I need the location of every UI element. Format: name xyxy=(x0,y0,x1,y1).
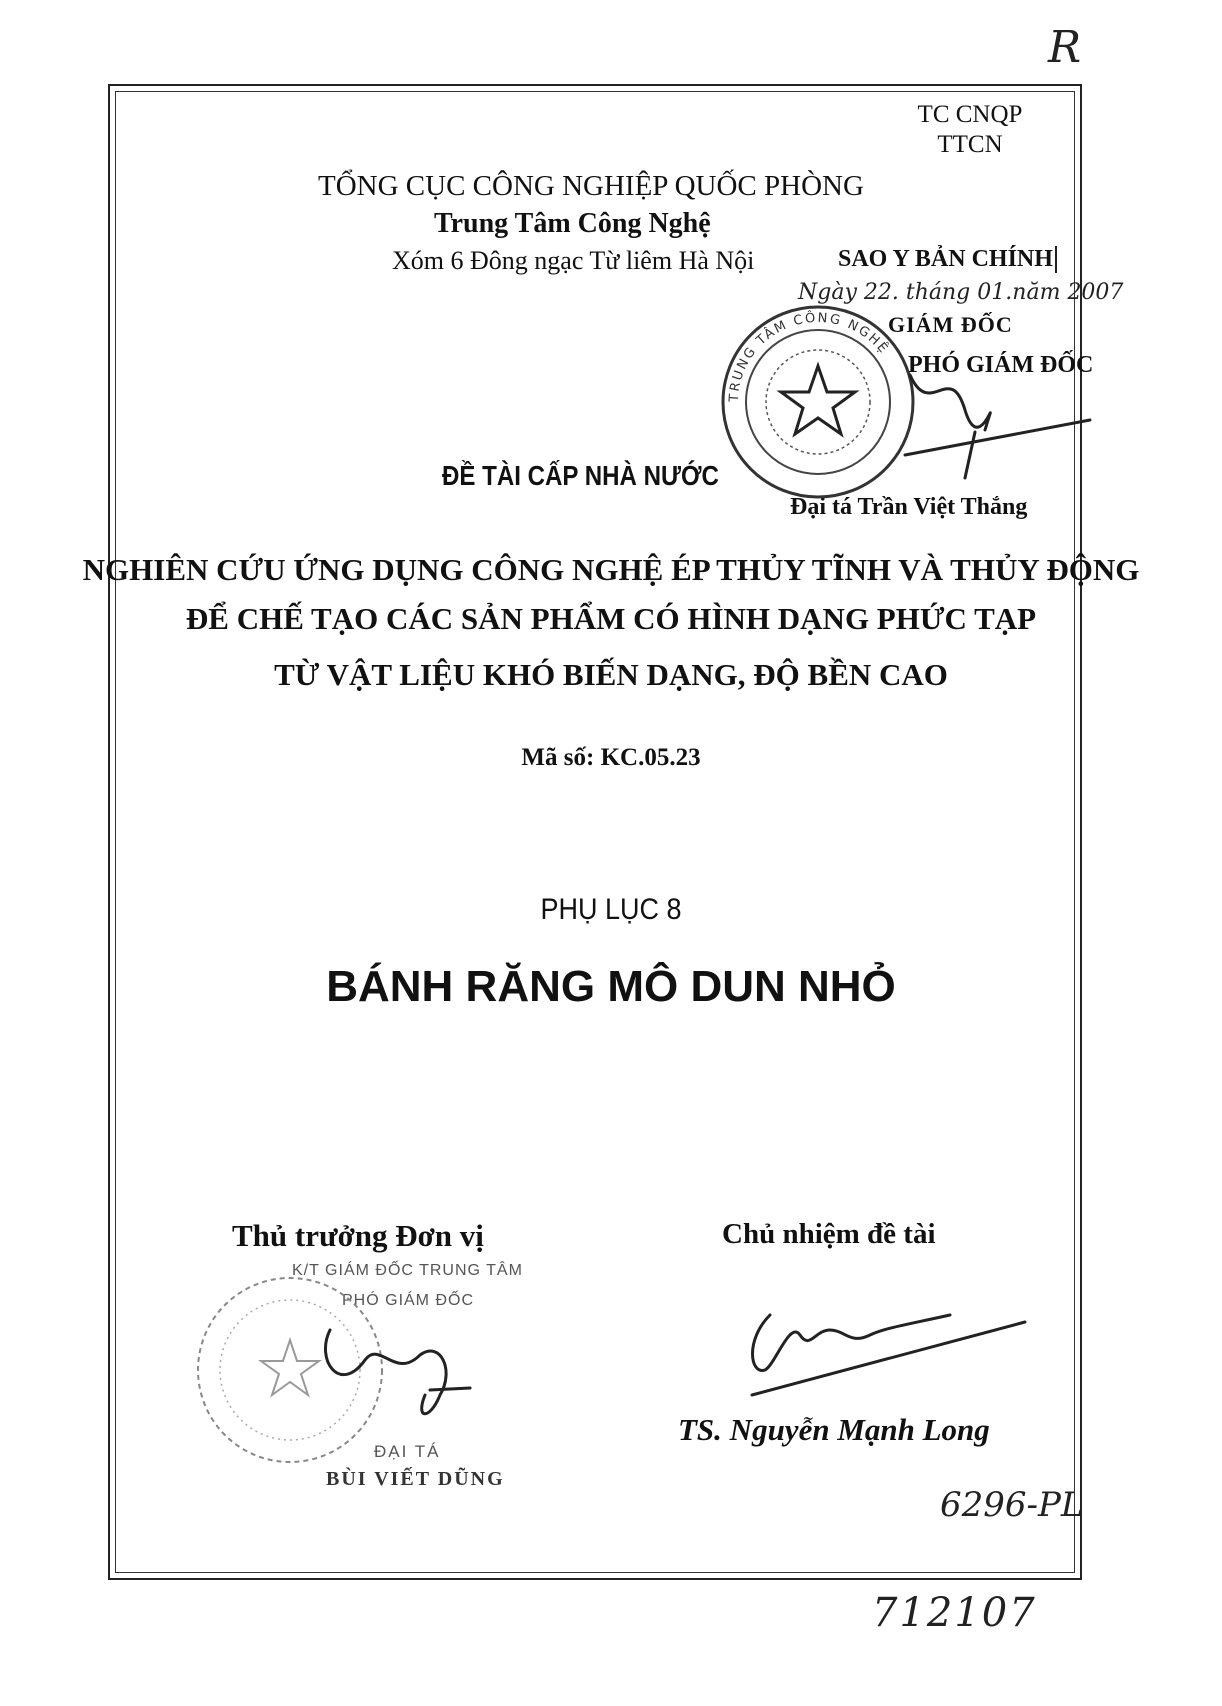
left-signature-title: Thủ trưởng Đơn vị xyxy=(232,1218,484,1253)
project-title-line2: ĐỂ CHẾ TẠO CÁC SẢN PHẨM CÓ HÌNH DẠNG PHỨC TẠP xyxy=(185,601,1037,636)
seal-text: TRUNG TÂM CÔNG NGHỆ xyxy=(726,310,892,403)
date-month: 01 xyxy=(977,280,1006,305)
archive-number: 6296-PL xyxy=(940,1485,1084,1525)
left-signer-name: BÙI VIẾT DŨNG xyxy=(326,1468,505,1490)
margin-mark-top-right: R xyxy=(1048,22,1082,73)
certified-copy-title: SAO Y BẢN CHÍNH xyxy=(838,246,1057,273)
left-stamp-line1: K/T GIÁM ĐỐC TRUNG TÂM xyxy=(292,1262,523,1279)
date-day: 22 xyxy=(863,280,892,305)
project-level: ĐỀ TÀI CẤP NHÀ NƯỚC xyxy=(442,460,719,491)
right-signature-title: Chủ nhiệm đề tài xyxy=(722,1218,936,1250)
right-signature-icon xyxy=(752,1315,1025,1395)
project-code: Mã số: KC.05.23 xyxy=(521,744,701,771)
right-signer-name: TS. Nguyễn Mạnh Long xyxy=(678,1412,990,1447)
left-signature-icon xyxy=(325,1330,470,1414)
certified-copy-date: Ngày 22. tháng 01.năm 2007 xyxy=(798,280,1124,305)
date-year: 2007 xyxy=(1067,280,1124,305)
certifier-name: Đại tá Trần Việt Thắng xyxy=(790,494,1028,520)
document-code-line1: TC CNQP xyxy=(917,101,1023,128)
project-title-line3: TỪ VẬT LIỆU KHÓ BIẾN DẠNG, ĐỘ BỀN CAO xyxy=(274,657,948,692)
document-code-line2: TTCN xyxy=(937,131,1003,158)
certifier-role-director: GIÁM ĐỐC xyxy=(888,312,1013,337)
appendix-label: PHỤ LỤC 8 xyxy=(540,893,682,926)
address: Xóm 6 Đông ngạc Từ liêm Hà Nội xyxy=(392,246,755,275)
margin-mark-bottom: 712107 xyxy=(872,1590,1037,1636)
date-prefix: Ngày xyxy=(798,280,857,305)
left-stamp-line2: PHÓ GIÁM ĐỐC xyxy=(342,1292,475,1309)
certifier-role-deputy: PHÓ GIÁM ĐỐC xyxy=(908,352,1094,378)
appendix-title: BÁNH RĂNG MÔ DUN NHỎ xyxy=(326,962,896,1011)
date-month-label: tháng xyxy=(905,280,971,305)
date-year-label: năm xyxy=(1012,280,1061,305)
center-name: Trung Tâm Công Nghệ xyxy=(434,208,711,239)
organization-name: TỔNG CỤC CÔNG NGHIỆP QUỐC PHÒNG xyxy=(318,170,864,202)
left-rank: ĐẠI TÁ xyxy=(374,1442,441,1461)
project-title-line1: NGHIÊN CỨU ỨNG DỤNG CÔNG NGHỆ ÉP THỦY TĨNH VÀ THỦY ĐỘNG xyxy=(82,552,1140,587)
